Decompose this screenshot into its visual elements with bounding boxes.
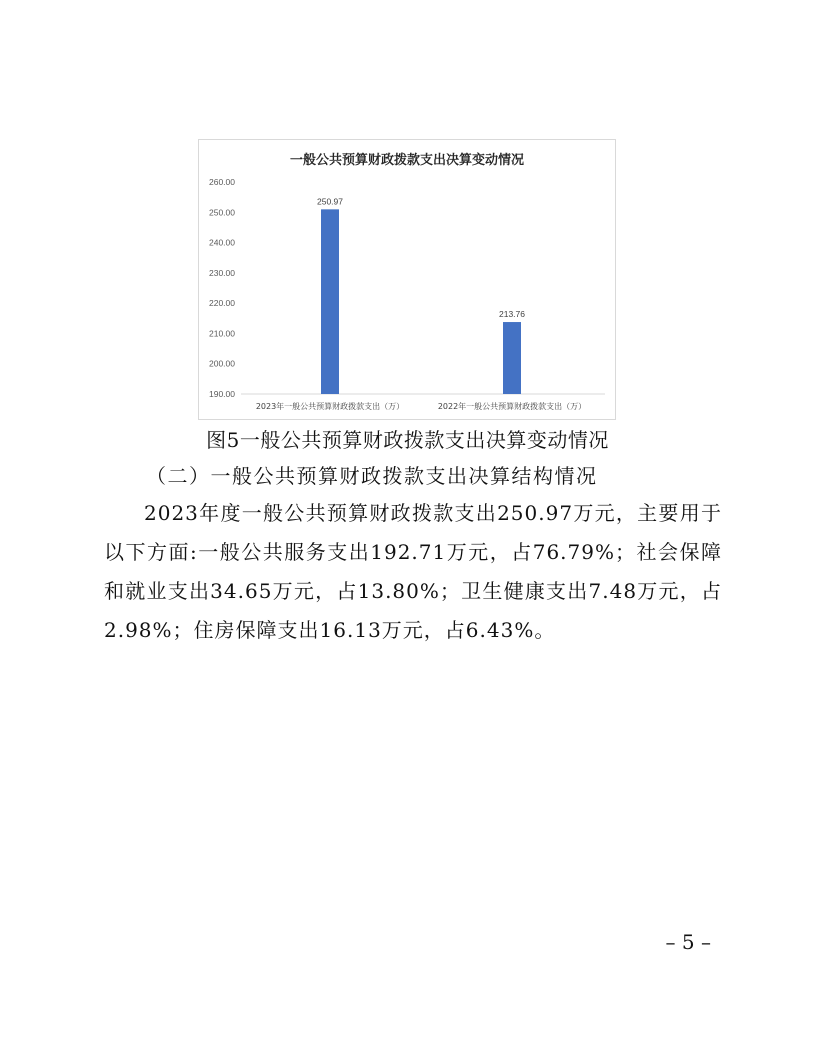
y-tick-label: 210.00 — [209, 328, 235, 339]
y-tick-label: 230.00 — [209, 267, 235, 278]
y-tick-label: 260.00 — [209, 177, 235, 187]
y-tick-label: 220.00 — [209, 298, 235, 309]
bar — [503, 322, 521, 394]
bar — [321, 209, 339, 394]
category-label: 2022年一般公共预算财政拨款支出（万） — [437, 402, 587, 411]
y-tick-label: 250.00 — [209, 207, 235, 218]
body-paragraph: 2023年度一般公共预算财政拨款支出250.97万元，主要用于以下方面:一般公共服务支出192.71万元，占76.79%；社会保障和就业支出34.65万元，占13.80%；卫生健康支出7.48万元，占2.98%；住房保障支出16.13万元，占6.43%。 — [104, 501, 722, 642]
chart-canvas — [199, 140, 615, 419]
data-label: 213.76 — [499, 309, 525, 320]
category-label: 2023年一般公共预算财政拨款支出（万） — [255, 402, 405, 411]
y-tick-label: 190.00 — [209, 389, 235, 399]
y-tick-label: 200.00 — [209, 358, 235, 369]
chart-title: 一般公共预算财政拨款支出决算变动情况 — [289, 153, 525, 168]
figure-caption: 图5一般公共预算财政拨款支出决算变动情况 — [206, 428, 609, 452]
data-label: 250.97 — [317, 196, 343, 207]
section-heading: （二）一般公共预算财政拨款支出决算结构情况 — [146, 464, 598, 488]
y-tick-label: 240.00 — [209, 237, 235, 248]
bar-chart — [198, 139, 616, 420]
page-number: – 5 – — [665, 930, 711, 954]
